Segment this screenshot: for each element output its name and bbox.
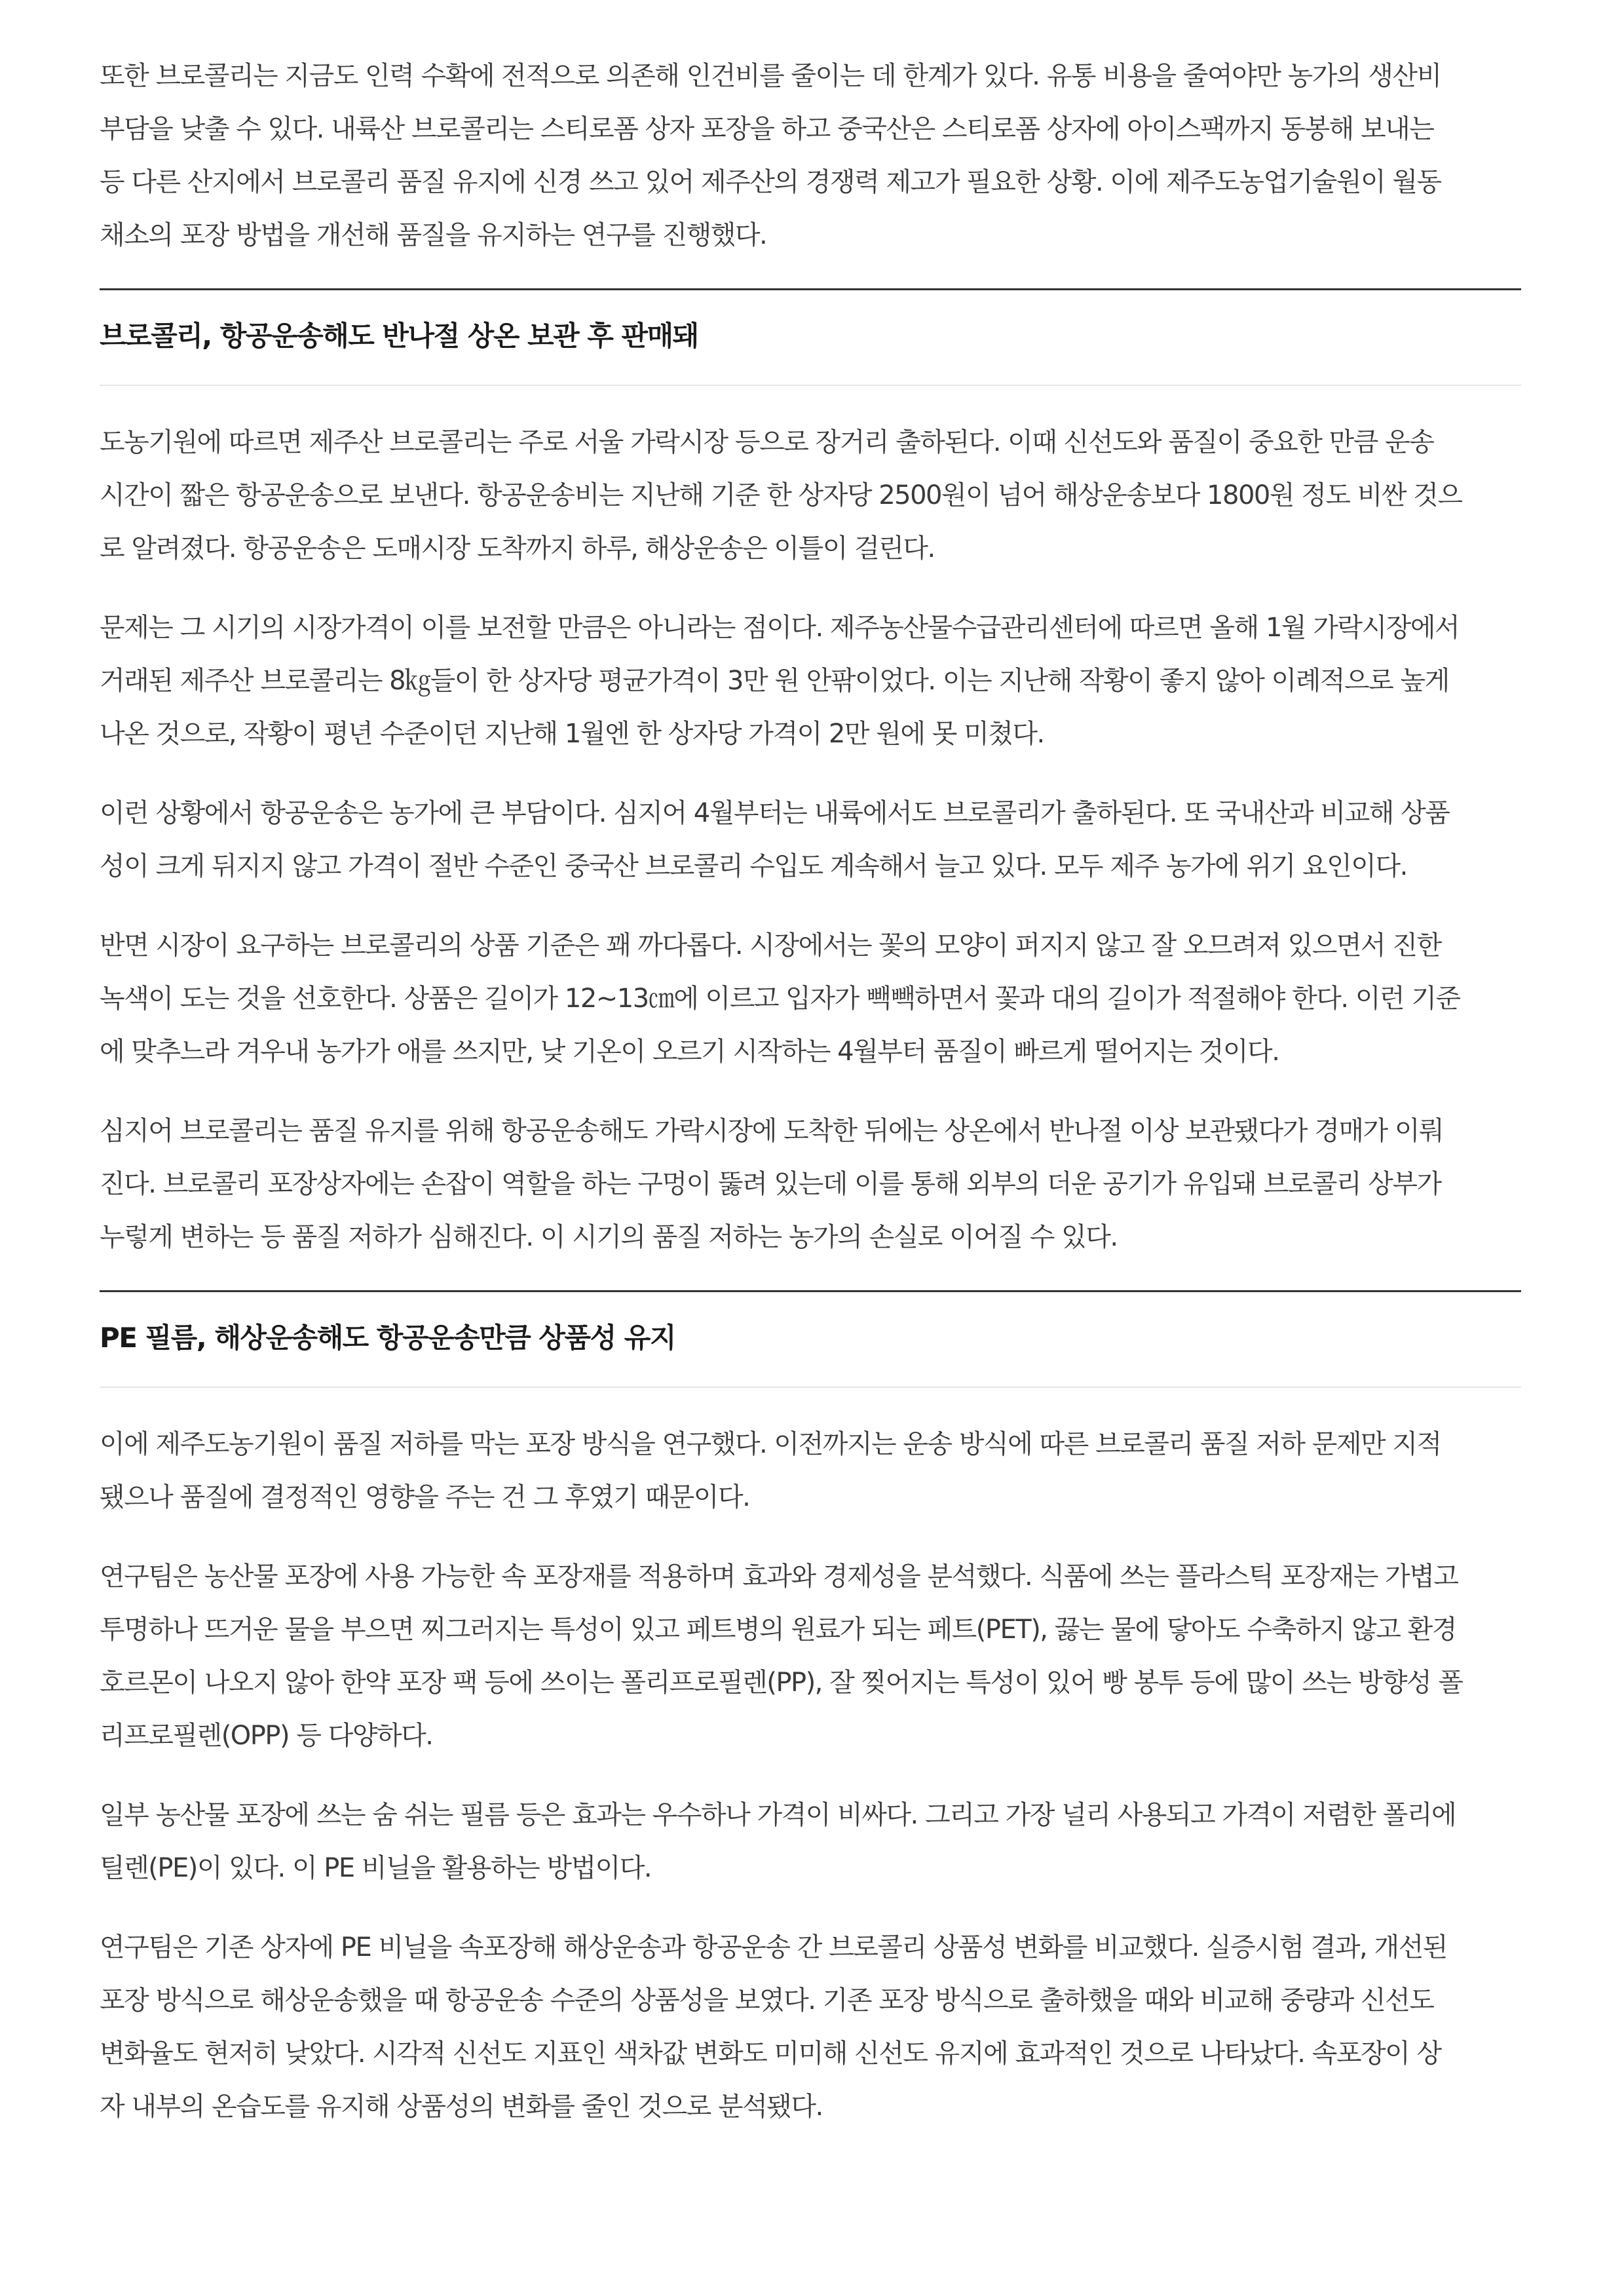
text-line: 에 맞추느라 겨우내 농가가 애를 쓰지만, 낮 기온이 오르기 시작하는 4월부터 품질이 빠르게 떨어지는 것이다. [100,1037,1279,1067]
text-line: 변화율도 현저히 낮았다. 시각적 신선도 지표인 색차값 변화도 미미해 신선도 유지에 효과적인 것으로 나타났다. 속포장이 상 [100,2038,1441,2069]
text-line: 시간이 짧은 항공운송으로 보낸다. 항공운송비는 지난해 기준 한 상자당 2500원이 넘어 해상운송보다 1800원 정도 비싼 것으 [100,480,1462,510]
text-line: 채소의 포장 방법을 개선해 품질을 유지하는 연구를 진행했다. [100,220,767,250]
text-line: 문제는 그 시기의 시장가격이 이를 보전할 만큼은 아니라는 점이다. 제주농산물수급관리센터에 따르면 올해 1월 가락시장에서 [100,613,1460,643]
text-line: 거래된 제주산 브로콜리는 8㎏들이 한 상자당 평균가격이 3만 원 안팎이었다. 이는 지난해 작황이 좋지 않아 이례적으로 높게 [100,666,1449,696]
heading-underline [100,385,1521,386]
paragraph [100,1789,1521,1895]
paragraph [100,919,1521,1079]
text-line: 녹색이 도는 것을 선호한다. 상품은 길이가 12~13㎝에 이르고 입자가 빽빽하면서 꽃과 대의 길이가 적절해야 한다. 이런 기준 [100,984,1460,1014]
text-line: 반면 시장이 요구하는 브로콜리의 상품 기준은 꽤 까다롭다. 시장에서는 꽃의 모양이 퍼지지 않고 잘 오므려져 있으면서 진한 [100,930,1441,961]
text-line: 로 알려졌다. 항공운송은 도매시장 도착까지 하루, 해상운송은 이틀이 걸린다. [100,533,935,564]
text-line: 호르몬이 나오지 않아 한약 포장 팩 등에 쓰이는 폴리프로필렌(PP), 잘 찢어지는 특성이 있어 빵 봉투 등에 많이 쓰는 방향성 폴 [100,1668,1463,1698]
text-line: 이런 상황에서 항공운송은 농가에 큰 부담이다. 심지어 4월부터는 내륙에서도 브로콜리가 출하된다. 또 국내산과 비교해 상품 [100,798,1450,828]
text-line: 이에 제주도농기원이 품질 저하를 막는 포장 방식을 연구했다. 이전까지는 운송 방식에 따른 브로콜리 품질 저하 문제만 지적 [100,1429,1441,1459]
paragraph [100,1921,1521,2133]
text-line: 심지어 브로콜리는 품질 유지를 위해 항공운송해도 가락시장에 도착한 뒤에는 상온에서 반나절 이상 보관됐다가 경매가 이뤄 [100,1116,1444,1146]
text-line: 진다. 브로콜리 포장상자에는 손잡이 역할을 하는 구멍이 뚫려 있는데 이를 통해 외부의 더운 공기가 유입돼 브로콜리 상부가 [100,1169,1441,1199]
text-line: 성이 크게 뒤지지 않고 가격이 절반 수준인 중국산 브로콜리 수입도 계속해서 늘고 있다. 모두 제주 농가에 위기 요인이다. [100,851,1407,881]
text-line: 부담을 낮출 수 있다. 내륙산 브로콜리는 스티로폼 상자 포장을 하고 중국산은 스티로폼 상자에 아이스팩까지 동봉해 보내는 [100,114,1434,144]
text-line: 틸렌(PE)이 있다. 이 PE 비닐을 활용하는 방법이다. [100,1853,652,1883]
text-line: 자 내부의 온습도를 유지해 상품성의 변화를 줄인 것으로 분석됐다. [100,2092,823,2122]
text-line: 포장 방식으로 해상운송했을 때 항공운송 수준의 상품성을 보였다. 기존 포장 방식으로 출하했을 때와 비교해 중량과 신선도 [100,1985,1434,2016]
text-line: 등 다른 산지에서 브로콜리 품질 유지에 신경 쓰고 있어 제주산의 경쟁력 제고가 필요한 상황. 이에 제주도농업기술원이 월동 [100,167,1441,197]
paragraph [100,1105,1521,1264]
text-line: 연구팀은 기존 상자에 PE 비닐을 속포장해 해상운송과 항공운송 간 브로콜리 상품성 변화를 비교했다. 실증시험 결과, 개선된 [100,1932,1447,1962]
text-line: 나온 것으로, 작황이 평년 수준이던 지난해 1월엔 한 상자당 가격이 2만 원에 못 미쳤다. [100,719,1044,749]
paragraph [100,1418,1521,1524]
paragraph [100,787,1521,893]
text-line: 또한 브로콜리는 지금도 인력 수확에 전적으로 의존해 인건비를 줄이는 데 한계가 있다. 유통 비용을 줄여야만 농가의 생산비 [100,61,1441,91]
article-body [100,50,1521,2160]
text-line: 도농기원에 따르면 제주산 브로콜리는 주로 서울 가락시장 등으로 장거리 출하된다. 이때 신선도와 품질이 중요한 만큼 운송 [100,427,1434,457]
intro-paragraph [100,50,1521,262]
text-line: 일부 농산물 포장에 쓰는 숨 쉬는 필름 등은 효과는 우수하나 가격이 비싸다. 그리고 가장 널리 사용되고 가격이 저렴한 폴리에 [100,1800,1456,1830]
paragraph [100,416,1521,575]
section-heading-1: 브로콜리, 항공운송해도 반나절 상온 보관 후 판매돼 [100,320,698,352]
text-line: 리프로필렌(OPP) 등 다양하다. [100,1721,433,1751]
text-line: 투명하나 뜨거운 물을 부으면 찌그러지는 특성이 있고 페트병의 원료가 되는 페트(PET), 끓는 물에 닿아도 수축하지 않고 환경 [100,1615,1456,1645]
paragraph [100,602,1521,761]
paragraph [100,1550,1521,1763]
text-line: 누렇게 변하는 등 품질 저하가 심해진다. 이 시기의 품질 저하는 농가의 손실로 이어질 수 있다. [100,1222,1118,1252]
text-line: 됐으나 품질에 결정적인 영향을 주는 건 그 후였기 때문이다. [100,1482,750,1512]
section-heading-2: PE 필름, 해상운송해도 항공운송만큼 상품성 유지 [100,1322,675,1354]
heading-underline [100,1387,1521,1388]
text-line: 연구팀은 농산물 포장에 사용 가능한 속 포장재를 적용하며 효과와 경제성을 분석했다. 식품에 쓰는 플라스틱 포장재는 가볍고 [100,1561,1458,1592]
